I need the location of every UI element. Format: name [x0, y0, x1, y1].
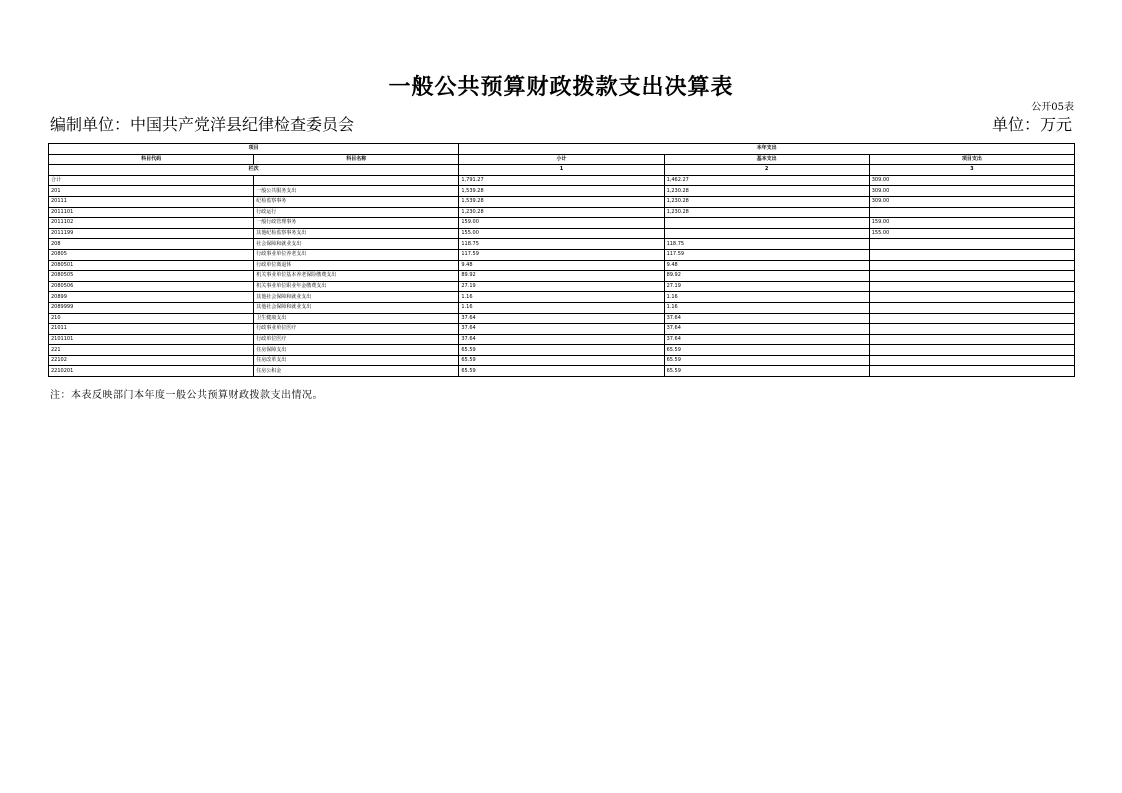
table-row: [49, 196, 1075, 207]
cell-code: 22102: [49, 355, 254, 366]
cell-project: 159.00: [869, 218, 1074, 229]
cell-basic: 1.16: [664, 302, 869, 313]
cell-name: 一般公共服务支出: [254, 186, 459, 197]
cell-subtotal: 1.16: [459, 292, 664, 303]
cell-name: 行政事业单位养老支出: [254, 249, 459, 260]
cell-project: 309.00: [869, 186, 1074, 197]
cell-subtotal: 155.00: [459, 228, 664, 239]
table-row: [49, 281, 1075, 292]
cell-basic: 1,230.28: [664, 186, 869, 197]
cell-subtotal: 9.48: [459, 260, 664, 271]
table-row: [49, 271, 1075, 282]
cell-subtotal: 1,539.28: [459, 196, 664, 207]
cell-project: [869, 271, 1074, 282]
header-col-3: 3: [869, 165, 1074, 176]
table-row: [49, 313, 1075, 324]
header-column-index: 栏次: [49, 165, 459, 176]
cell-project: 309.00: [869, 196, 1074, 207]
cell-project: 309.00: [869, 175, 1074, 186]
header-row-3: [49, 165, 1075, 176]
cell-name: 行政运行: [254, 207, 459, 218]
cell-subtotal: 117.59: [459, 249, 664, 260]
header-basic: 基本支出: [664, 154, 869, 165]
table-row: [49, 260, 1075, 271]
cell-project: [869, 345, 1074, 356]
cell-subtotal: 37.64: [459, 324, 664, 335]
table-row: [49, 228, 1075, 239]
cell-code: 20899: [49, 292, 254, 303]
cell-project: [869, 281, 1074, 292]
cell-name: 住房保障支出: [254, 345, 459, 356]
cell-subtotal: 1.16: [459, 302, 664, 313]
cell-subtotal: 1,791.27: [459, 175, 664, 186]
cell-subtotal: 89.92: [459, 271, 664, 282]
cell-basic: 37.64: [664, 313, 869, 324]
cell-basic: 37.64: [664, 324, 869, 335]
cell-code: 221: [49, 345, 254, 356]
footnote: 注：本表反映部门本年度一般公共预算财政拨款支出情况。: [50, 390, 323, 401]
cell-project: [869, 207, 1074, 218]
cell-name: 其他社会保障和就业支出: [254, 292, 459, 303]
cell-basic: 117.59: [664, 249, 869, 260]
header-row-1: [49, 144, 1075, 155]
header-code: 科目代码: [49, 154, 254, 165]
cell-subtotal: 1,230.28: [459, 207, 664, 218]
cell-code: 2011101: [49, 207, 254, 218]
table-row: [49, 186, 1075, 197]
header-row-2: [49, 154, 1075, 165]
cell-basic: [664, 218, 869, 229]
header-name: 科目名称: [254, 154, 459, 165]
cell-code: 2210201: [49, 366, 254, 377]
table-row: [49, 355, 1075, 366]
cell-name: 行政事业单位医疗: [254, 324, 459, 335]
cell-basic: 9.48: [664, 260, 869, 271]
cell-project: [869, 302, 1074, 313]
table-row: [49, 249, 1075, 260]
cell-project: [869, 324, 1074, 335]
cell-project: [869, 366, 1074, 377]
cell-code: 2089999: [49, 302, 254, 313]
cell-code: 2080505: [49, 271, 254, 282]
form-number: 公开05表: [1031, 102, 1074, 113]
cell-name: 纪检监察事务: [254, 196, 459, 207]
budget-table: [48, 143, 1075, 377]
cell-code: 2011199: [49, 228, 254, 239]
cell-code: 201: [49, 186, 254, 197]
cell-name: 机关事业单位基本养老保险缴费支出: [254, 271, 459, 282]
cell-basic: 65.59: [664, 345, 869, 356]
cell-basic: 1,230.28: [664, 196, 869, 207]
cell-project: [869, 239, 1074, 250]
header-subtotal: 小计: [459, 154, 664, 165]
table-row: [49, 302, 1075, 313]
cell-name: 卫生健康支出: [254, 313, 459, 324]
cell-basic: 65.59: [664, 366, 869, 377]
unit-label: 单位：万元: [991, 115, 1072, 134]
cell-project: [869, 313, 1074, 324]
cell-name: 其他纪检监察事务支出: [254, 228, 459, 239]
cell-project: [869, 355, 1074, 366]
cell-name: 机关事业单位职业年金缴费支出: [254, 281, 459, 292]
page-title: 一般公共预算财政拨款支出决算表: [388, 74, 734, 100]
cell-name: 社会保障和就业支出: [254, 239, 459, 250]
cell-subtotal: 65.59: [459, 366, 664, 377]
header-project: 项目: [49, 144, 459, 155]
cell-code: 2080506: [49, 281, 254, 292]
cell-name: [254, 175, 459, 186]
table-row: [49, 334, 1075, 345]
cell-basic: 1,230.28: [664, 207, 869, 218]
table-body: [49, 175, 1075, 376]
cell-subtotal: 118.75: [459, 239, 664, 250]
table-row: [49, 366, 1075, 377]
cell-code: 2011102: [49, 218, 254, 229]
table-row: [49, 207, 1075, 218]
cell-project: [869, 260, 1074, 271]
table-row: [49, 324, 1075, 335]
header-project-expense: 项目支出: [869, 154, 1074, 165]
table-row: [49, 345, 1075, 356]
table-row: [49, 218, 1075, 229]
cell-code: 208: [49, 239, 254, 250]
header-col-1: 1: [459, 165, 664, 176]
cell-name: 住房公积金: [254, 366, 459, 377]
cell-code: 20805: [49, 249, 254, 260]
cell-subtotal: 37.64: [459, 334, 664, 345]
cell-basic: 118.75: [664, 239, 869, 250]
cell-basic: 65.59: [664, 355, 869, 366]
cell-subtotal: 37.64: [459, 313, 664, 324]
cell-basic: 1,462.27: [664, 175, 869, 186]
cell-project: [869, 334, 1074, 345]
cell-subtotal: 65.59: [459, 345, 664, 356]
cell-code: 21011: [49, 324, 254, 335]
cell-subtotal: 65.59: [459, 355, 664, 366]
cell-code: 合计: [49, 175, 254, 186]
cell-name: 一般行政管理事务: [254, 218, 459, 229]
table-row: [49, 292, 1075, 303]
cell-name: 其他社会保障和就业支出: [254, 302, 459, 313]
header-current-year-expense: 本年支出: [459, 144, 1075, 155]
cell-code: 2101101: [49, 334, 254, 345]
cell-basic: 1.16: [664, 292, 869, 303]
cell-project: [869, 292, 1074, 303]
cell-code: 210: [49, 313, 254, 324]
table-row: [49, 239, 1075, 250]
cell-name: 行政单位医疗: [254, 334, 459, 345]
cell-basic: 37.64: [664, 334, 869, 345]
organization-label: 编制单位：中国共产党洋县纪律检查委员会: [50, 115, 355, 134]
cell-name: 住房改革支出: [254, 355, 459, 366]
cell-project: 155.00: [869, 228, 1074, 239]
cell-basic: 27.19: [664, 281, 869, 292]
cell-code: 20111: [49, 196, 254, 207]
cell-subtotal: 159.00: [459, 218, 664, 229]
table-row: [49, 175, 1075, 186]
cell-basic: [664, 228, 869, 239]
cell-basic: 89.92: [664, 271, 869, 282]
header-col-2: 2: [664, 165, 869, 176]
cell-subtotal: 27.19: [459, 281, 664, 292]
cell-project: [869, 249, 1074, 260]
cell-name: 行政单位离退休: [254, 260, 459, 271]
cell-code: 2080501: [49, 260, 254, 271]
cell-subtotal: 1,539.28: [459, 186, 664, 197]
